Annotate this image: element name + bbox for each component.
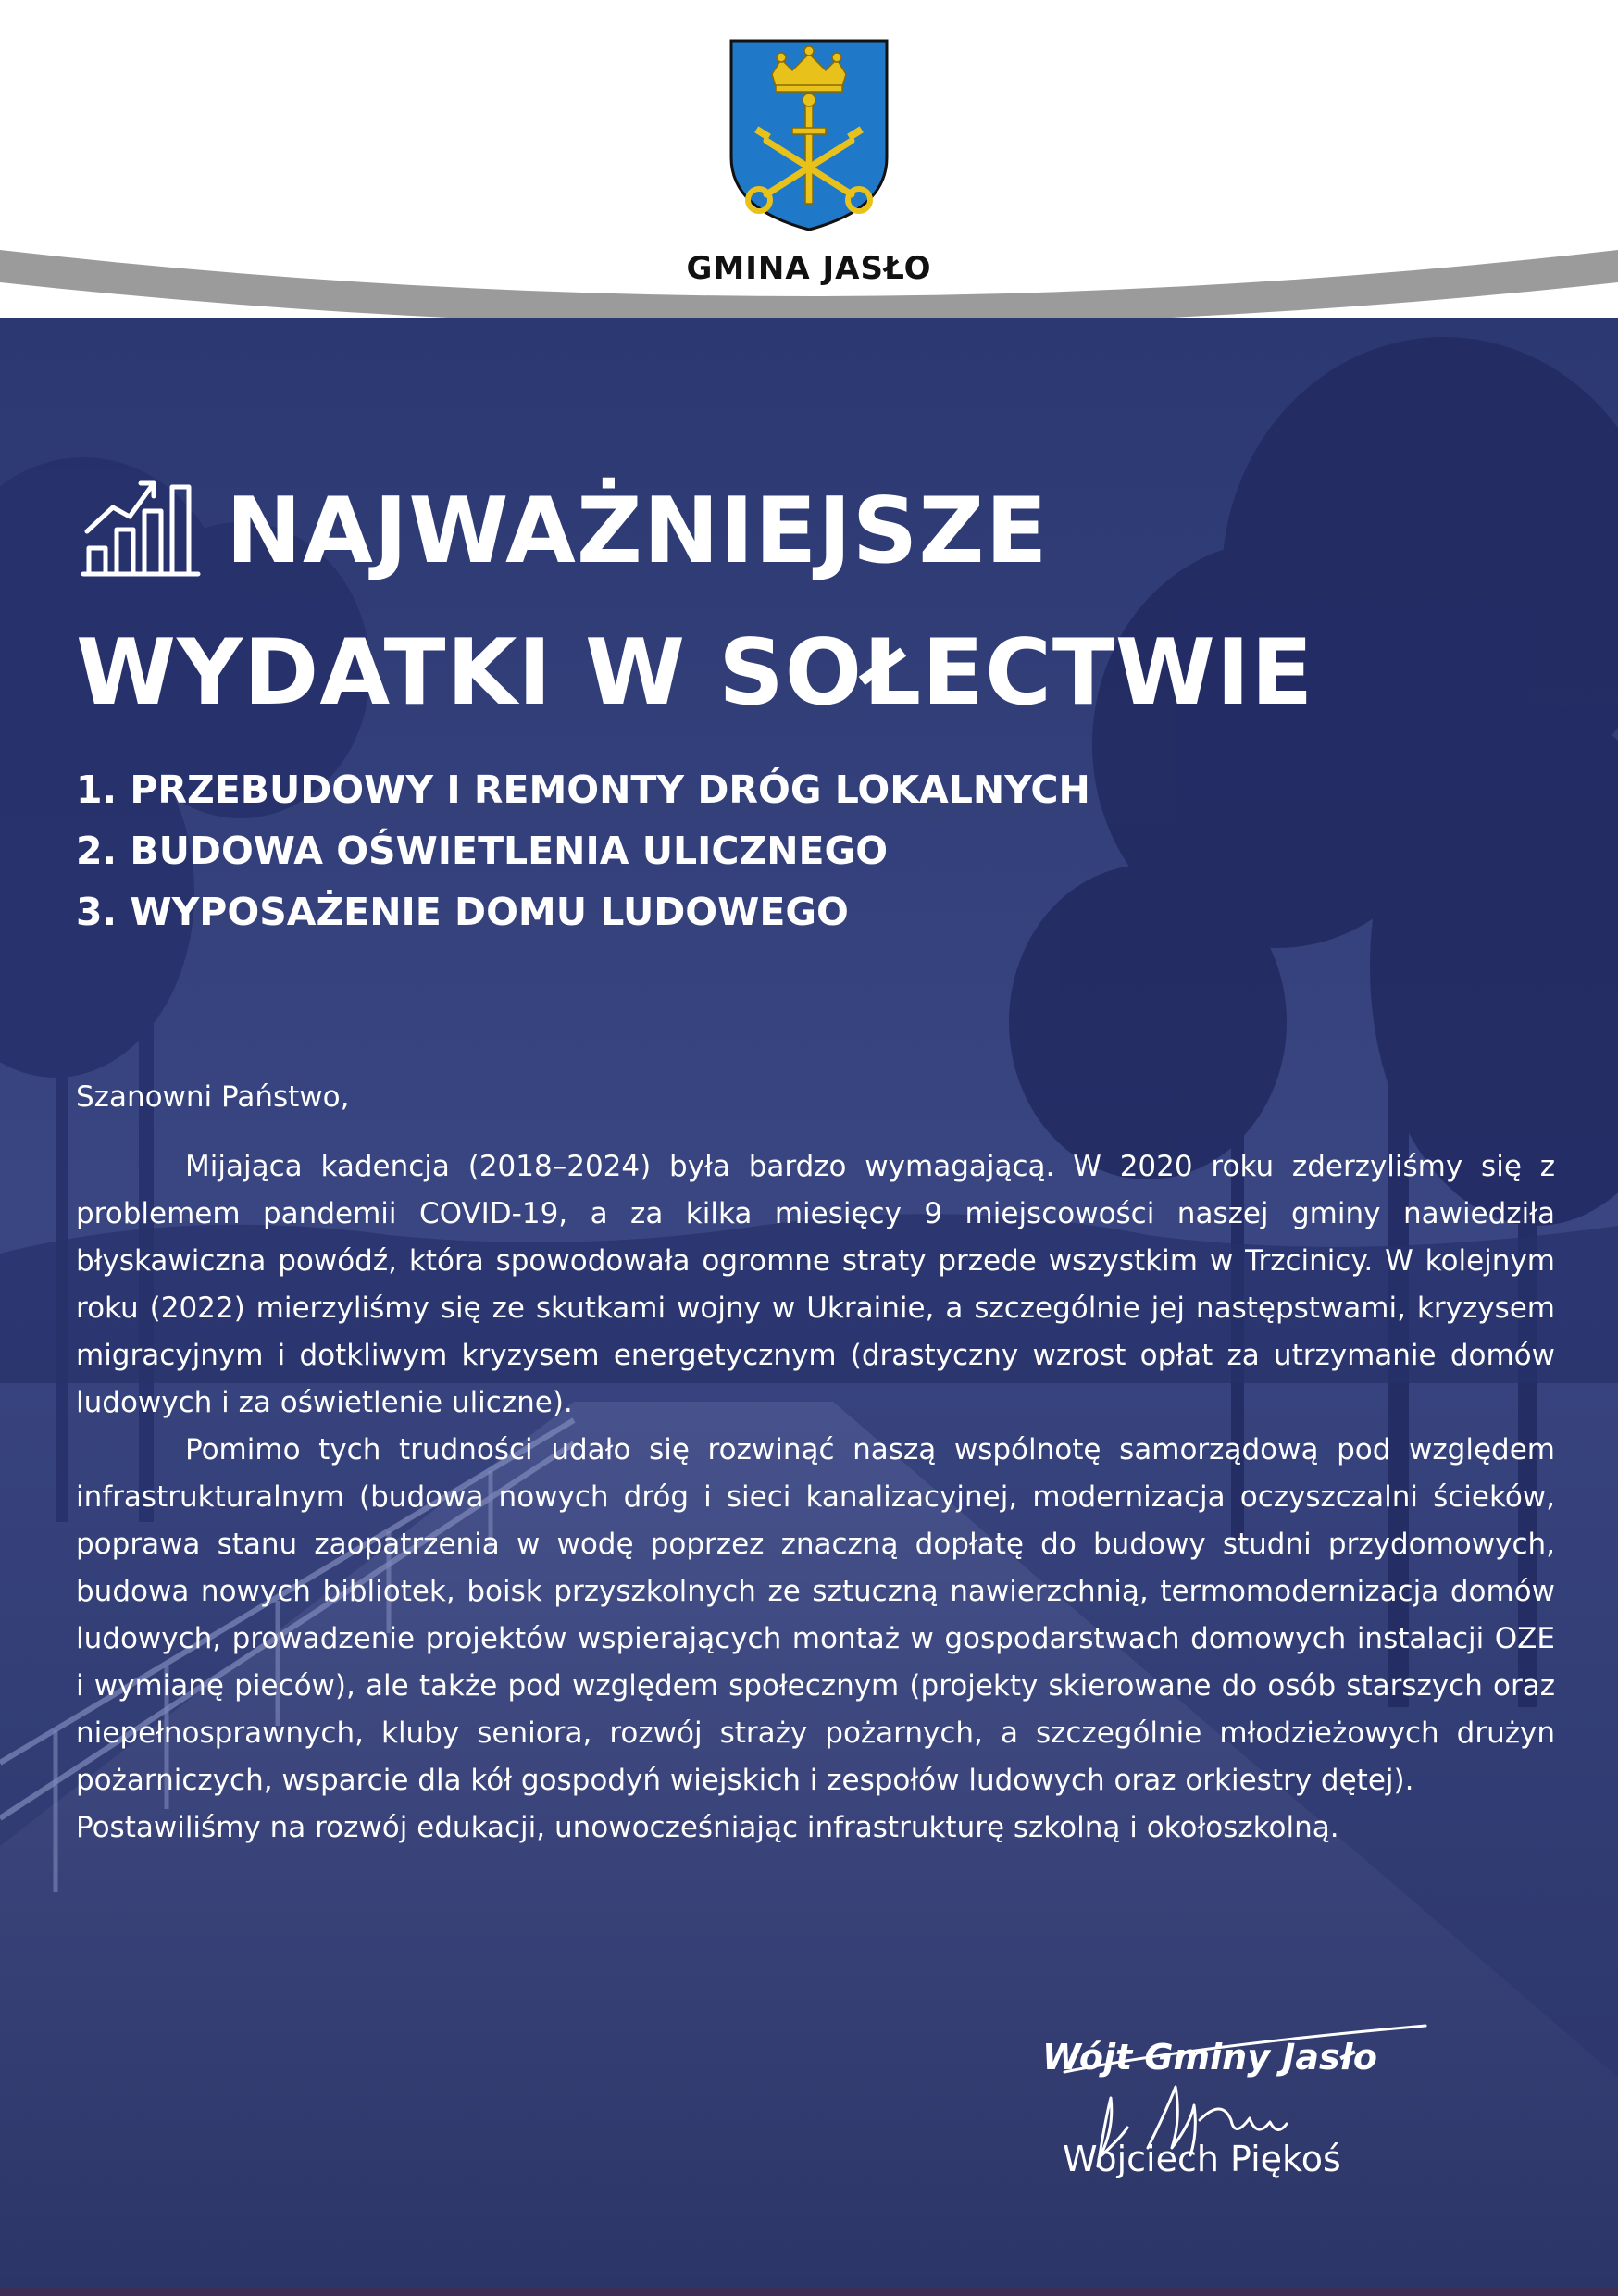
org-name: GMINA JASŁO [686, 250, 932, 287]
handwritten-signature [1009, 2009, 1472, 2213]
priority-item: 1. PRZEBUDOWY I REMONTY DRÓG LOKALNYCH [76, 767, 1090, 812]
priority-list [76, 759, 1090, 942]
letter-paragraph: Mijająca kadencja (2018–2024) była bardzo wymagającą. W 2020 roku zderzyliśmy się z problemem pandemii COVID-19, a za kilka miesięcy 9 miejscowości naszej gminy nawiedziła błyskawiczna powódź, która spowodowała ogromne straty przede wszystkim w Trzcinicy. W kolejnym roku (2022) mierzyliśmy się ze skutkami wojny w Ukrainie, a szczególnie jej następstwami, kryzysem migracyjnym i dotkliwym kryzysem energetycznym (drastyczny wzrost opłat za utrzymanie domów ludowych i za oświetlenie uliczne). [76, 1150, 1555, 1419]
growth-chart-icon [80, 470, 202, 580]
signature-block [1009, 2009, 1472, 2213]
title-line-1: NAJWAŻNIEJSZE [226, 479, 1049, 584]
priority-item: 3. WYPOSAŻENIE DOMU LUDOWEGO [76, 890, 849, 934]
letter-greeting: Szanowni Państwo, [76, 1080, 350, 1114]
letter-body [76, 1074, 1555, 1852]
signature-title: Wójt Gminy Jasło [1042, 2037, 1377, 2078]
letter-paragraph: Postawiliśmy na rozwój edukacji, unowocześniając infrastrukturę szkolną i okołoszkolną. [76, 1811, 1339, 1844]
title-line-2: WYDATKI W SOŁECTWIE [76, 620, 1314, 726]
coat-of-arms-icon [728, 37, 890, 233]
letter-paragraph: Pomimo tych trudności udało się rozwinąć naszą wspólnotę samorządową pod względem infrastrukturalnym (budowa nowych dróg i sieci kanalizacyjnej, modernizacja oczyszczalni ścieków, poprawa stanu zaopatrzenia w wodę poprzez znaczną dopłatę do budowy studni przydomowych, budowa nowych bibliotek, boisk przyszkolnych ze sztuczną nawierzchnią, termomodernizacja domów ludowych, prowadzenie projektów wspierających montaż w gospodarstwach domowych instalacji OZE i wymianę pieców), ale także pod względem społecznym (projekty skierowane do osób starszych oraz niepełnosprawnych, kluby seniora, rozwój straży pożarnych, a szczególnie młodzieżowych drużyn pożarniczych, wsparcie dla kół gospodyń wiejskich i zespołów ludowych oraz orkiestry dętej). [76, 1433, 1555, 1797]
priority-item: 2. BUDOWA OŚWIETLENIA ULICZNEGO [76, 829, 889, 873]
signature-name: Wojciech Piękoś [1063, 2139, 1341, 2179]
